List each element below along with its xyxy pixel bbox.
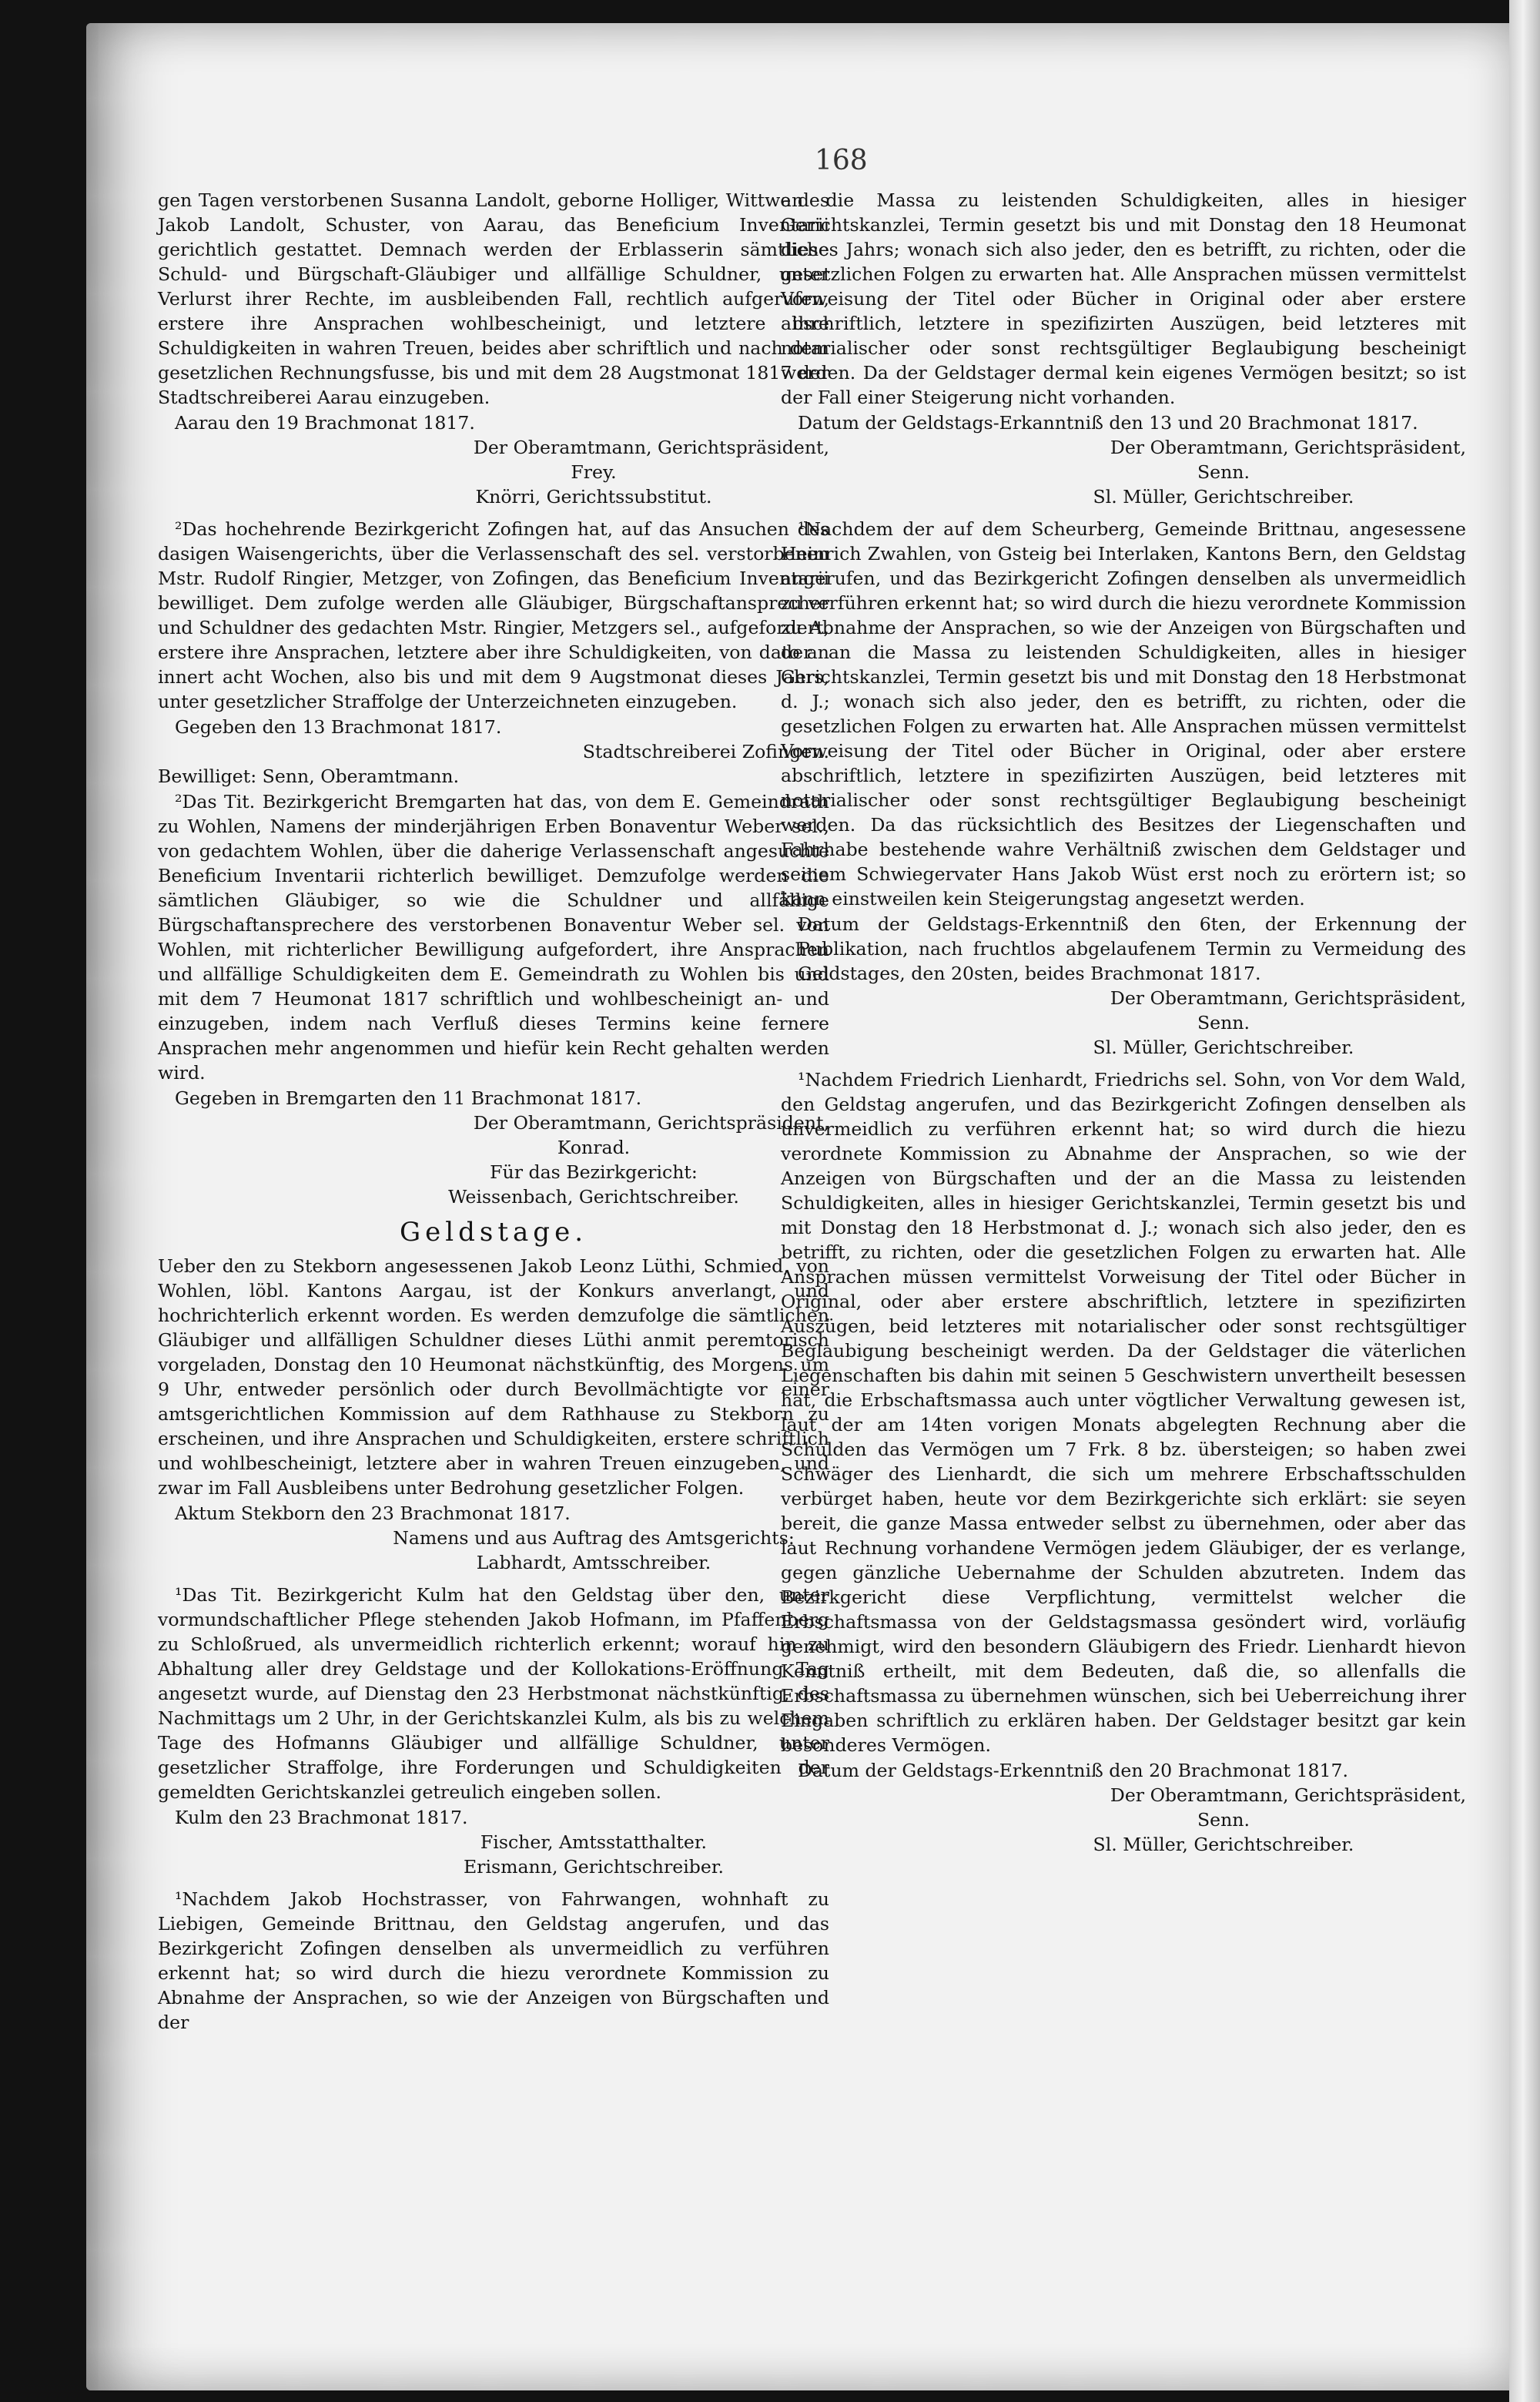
notice-body: ¹Nachdem Friedrich Lienhardt, Friedrichs sel. Sohn, von Vor dem Wald, den Geldstag angerufen, und das Bezirkgericht Zofingen denselben als unvermeidlich zu verführen erkennt hat; so wird durch die hiezu verordnete Kommission zu Abnahme der Ansprachen, so wie der Anzeigen von Bürgschaften und der an die Massa zu leistenden Schuldigkeiten, alles in hiesiger Gerichtskanzlei, Termin gesetzt bis und mit Donstag den 18 Herbstmonat d. J.; wonach sich also jeder, den es betrifft, zu richten, oder die gesetzlichen Folgen zu erwarten hat. Alle Ansprachen müssen vermittelst Vorweisung der Titel oder Bücher in Original, oder aber erstere abschriftlich, letztere in spezifizirten Auszügen, beid letzteres mit notarialischer oder sonst rechtsgültiger Beglaubigung bescheinigt werden. Da der Geldstager die väterlichen Liegenschaften bis dahin mit seinen 5 Geschwistern unvertheilt besessen hat, die Erbschaftsmassa auch unter vögtlicher Verwaltung gewesen ist, laut der am 14ten vorigen Monats abgelegten Rechnung aber die Schulden das Vermögen um 7 Frk. 8 bz. übersteigen; so haben zwei Schwäger des Lienhardt, die sich um mehrere Erbschaftsschulden verbürget haben, heute vor dem Bezirkgerichte sich erklärt: sie seyen bereit, die ganze Massa entweder selbst zu übernehmen, oder aber das laut Rechnung vorhandene Vermögen jedem Gläubiger, der es verlange, gegen gänzliche Uebernahme der Schulden abzutreten. Indem das Bezirkgericht diese Verpflichtung, vermittelst welcher die Erbschaftsmassa von der Geldstagsmassa gesöndert wird, vorläufig genehmigt, wird den besondern Gläubigern des Friedr. Lienhardt hievon Kenntniß ertheilt, mit dem Bedeuten, daß die, so allenfalls die Erbschaftsmassa zu übernehmen wünschen, sich bei Ueberreichung ihrer Eingaben schriftlich zu erklären haben. Der Geldstager besitzt gar kein besonderes Vermögen. (781, 1069, 1466, 1756)
notice-body: an die Massa zu leistenden Schuldigkeiten, alles in hiesiger Gerichtskanzlei, Termin gesetzt bis und mit Donstag den 18 Heumonat dieses Jahrs; wonach sich also jeder, den es betrifft, zu richten, oder die gesetzlichen Folgen zu erwarten hat. Alle Ansprachen müssen vermittelst Vorweisung der Titel oder Bücher in Original oder aber erstere abschriftlich, letztere in spezifizirten Auszügen, beid letzteres mit notarialischer oder sonst rechtsgültiger Beglaubigung bescheinigt werden. Da der Geldstager dermal kein eigenes Vermögen besitzt; so ist der Fall einer Steigerung nicht vorhanden. (781, 189, 1466, 408)
notice-signature: Knörri, Gerichtssubstitut. (475, 486, 712, 508)
notice-zwahlen (781, 517, 1466, 1060)
notice-body: ¹Das Tit. Bezirkgericht Kulm hat den Geldstag über den, unter vormundschaftlicher Pflege stehenden Jakob Hofmann, im Pfaffenberg zu Schloßrued, als unvermeidlich richterlich erkennt; worauf hin zu Abhaltung aller drey Geldstage und der Kollokations-Eröffnung Tag angesetzt wurde, auf Dienstag den 23 Herbstmonat nächstkünftig, des Nachmittags um 2 Uhr, in der Gerichtskanzlei Kulm, als bis zu welchem Tage des Hofmanns Gläubiger und allfällige Schuldner, unter gesetzlicher Straffolge, ihre Forderungen und Schuldigkeiten der gemeldten Gerichtskanzlei getreulich eingeben sollen. (158, 1584, 829, 1803)
notice-signature: Sl. Müller, Gerichtschreiber. (1093, 1834, 1354, 1855)
notice-hofmann (158, 1583, 829, 1879)
notice-signature: Der Oberamtmann, Gerichtspräsident, (473, 1112, 829, 1134)
notice-luethi (158, 1254, 829, 1575)
notice-signature: Der Oberamtmann, Gerichtspräsident, (1110, 437, 1466, 458)
notice-weber (158, 789, 829, 1209)
notice-date: Gegeben den 13 Brachmonat 1817. (175, 716, 502, 738)
next-page-edge (1509, 0, 1540, 2402)
notice-signature: Erismann, Gerichtschreiber. (463, 1856, 725, 1878)
notice-signature: Senn. (1197, 1809, 1250, 1831)
notice-signature: Senn. (1197, 461, 1250, 483)
notice-signature: Der Oberamtmann, Gerichtspräsident, (1110, 987, 1466, 1009)
notice-lienhardt (781, 1067, 1466, 1857)
notice-body: ¹Nachdem Jakob Hochstrasser, von Fahrwangen, wohnhaft zu Liebigen, Gemeinde Brittnau, den Geldstag angerufen, und das Bezirkgericht Zofingen denselben als unvermeidlich zu verführen erkennt hat; so wird durch die hiezu verordnete Kommission zu Abnahme der Ansprachen, so wie der Anzeigen von Bürgschaften und der (158, 1888, 829, 2033)
section-heading: Geldstage. (400, 1217, 588, 1248)
notice-signature: Konrad. (557, 1137, 631, 1158)
notice-signature: Weissenbach, Gerichtschreiber. (448, 1186, 739, 1208)
notice-signature: Namens und aus Auftrag des Amtsgerichts: (393, 1527, 795, 1549)
notice-date: Datum der Geldstags-Erkanntniß den 13 und 20 Brachmonat 1817. (798, 412, 1418, 434)
left-column (158, 188, 829, 2035)
notice-signature: Stadtschreiberei Zofingen. (582, 741, 829, 762)
notice-date: Aarau den 19 Brachmonat 1817. (175, 412, 475, 434)
notice-date: Datum der Geldstags-Erkenntniß den 6ten, der Erkennung der Publikation, nach fruchtlos abgelaufenem Termin zu Vermeidung des Geldstages, den 20sten, beides Brachmonat 1817. (798, 913, 1466, 984)
notice-signature: Sl. Müller, Gerichtschreiber. (1093, 1037, 1354, 1058)
notice-body: ¹Nachdem der auf dem Scheurberg, Gemeinde Brittnau, angesessene Heinrich Zwahlen, von Gsteig bei Interlaken, Kantons Bern, den Geldstag angerufen, und das Bezirkgericht Zofingen denselben als unvermeidlich zu verführen erkennt hat; so wird durch die hiezu verordnete Kommission zu Abnahme der Ansprachen, so wie der Anzeigen von Bürgschaften und der an die Massa zu leistenden Schuldigkeiten, alles in hiesiger Gerichtskanzlei, Termin gesetzt bis und mit Donstag den 18 Herbstmonat d. J.; wonach sich also jeder, den es betrifft, zu richten, oder die gesetzlichen Folgen zu erwarten hat. Alle Ansprachen müssen vermittelst Vorweisung der Titel oder Bücher in Original, oder aber erstere abschriftlich, letztere in spezifizirten Auszügen, beid letzteres mit notarialischer oder sonst rechtsgültiger Beglaubigung bescheinigt werden. Da das rücksichtlich des Besitzes der Liegenschaften und Fahrhabe bestehende wahre Verhältniß zwischen dem Geldstager und seinem Schwiegervater Hans Jakob Wüst erst noch zu erörtern ist; so kann einstweilen kein Steigerungstag angesetzt werden. (781, 518, 1466, 910)
notice-date: Datum der Geldstags-Erkenntniß den 20 Brachmonat 1817. (798, 1760, 1349, 1781)
notice-hochstrasser-continued (781, 188, 1466, 509)
notice-landolt (158, 188, 829, 509)
notice-body: ²Das hochehrende Bezirkgericht Zofingen hat, auf das Ansuchen des dasigen Waisengerichts, über die Verlassenschaft des sel. verstorbenen Mstr. Rudolf Ringier, Metzger, von Zofingen, das Beneficium Inventarii bewilliget. Dem zufolge werden alle Gläubiger, Bürgschaftansprecher und Schuldner des gedachten Mstr. Ringier, Metzgers sel., aufgefordert, erstere ihre Ansprachen, letztere aber ihre Schuldigkeiten, von dato an innert acht Wochen, also bis und mit dem 9 Augstmonat dieses Jahrs, unter gesetzlicher Straffolge der Unterzeichneten einzugeben. (158, 518, 829, 712)
notice-signature: Sl. Müller, Gerichtschreiber. (1093, 486, 1354, 508)
notice-signature: Labhardt, Amtsschreiber. (476, 1552, 711, 1573)
notice-signature: Für das Bezirkgericht: (490, 1161, 698, 1183)
notice-ringier (158, 517, 829, 789)
right-column (781, 188, 1466, 1857)
notice-signature: Fischer, Amtsstatthalter. (480, 1831, 708, 1853)
notice-body: ²Das Tit. Bezirkgericht Bremgarten hat das, von dem E. Gemeindrath zu Wohlen, Namens der minderjährigen Erben Bonaventur Weber sel., von gedachtem Wohlen, über die daherige Verlassenschaft angesuchte Beneficium Inventarii richterlich bewilliget. Demzufolge werden die sämtlichen Gläubiger, so wie die Schuldner und allfällige Bürgschaftansprechere des verstorbenen Bonaventur Weber sel. von Wohlen, mit richterlicher Bewilligung aufgefordert, ihre Ansprachen und allfällige Schuldigkeiten dem E. Gemeindrath zu Wohlen bis und mit dem 7 Heumonat 1817 schriftlich und wohlbescheinigt an- und einzugeben, indem nach Verfluß dieses Termins keine fernere Ansprachen mehr angenommen und hiefür kein Recht gehalten werden wird. (158, 791, 829, 1084)
notice-body: Ueber den zu Stekborn angesessenen Jakob Leonz Lüthi, Schmied, von Wohlen, löbl. Kantons Aargau, ist der Konkurs anverlangt, und hochrichterlich erkennt worden. Es werden demzufolge die sämtlichen Gläubiger und allfälligen Schuldner dieses Lüthi anmit peremtorisch vorgeladen, Donstag den 10 Heumonat nächstkünftig, des Morgens um 9 Uhr, entweder persönlich oder durch Bevollmächtigte vor einer amtsgerichtlichen Kommission auf dem Rathhause zu Stekborn zu erscheinen, und ihre Ansprachen und Schuldigkeiten, erstere schriftlich und wohlbescheinigt, letztere aber in wahren Treuen einzugeben, und zwar im Fall Ausbleibens unter Bedrohung gesetzlicher Folgen. (158, 1255, 829, 1499)
notice-body: gen Tagen verstorbenen Susanna Landolt, geborne Holliger, Wittwe des Jakob Landolt, Schuster, von Aarau, das Beneficium Inventarii gerichtlich gestattet. Demnach werden der Erblasserin sämtliche Schuld- und Bürgschaft-Gläubiger und allfällige Schuldner, unter Verlurst ihrer Rechte, im ausbleibenden Fall, rechtlich aufgerufen, erstere ihre Ansprachen wohlbescheinigt, und letztere ihre Schuldigkeiten in wahren Treuen, beides aber schriftlich und nach dem gesetzlichen Rechnungsfusse, bis und mit dem 28 Augstmonat 1817 der Stadtschreiberei Aarau einzugeben. (158, 189, 829, 408)
notice-signature: Frey. (571, 461, 617, 483)
notice-date: Kulm den 23 Brachmonat 1817. (175, 1807, 468, 1828)
page-number: 168 (815, 145, 868, 176)
notice-hochstrasser (158, 1887, 829, 2035)
notice-date: Gegeben in Bremgarten den 11 Brachmonat 1817. (175, 1087, 642, 1109)
notice-signature: Senn. (1197, 1012, 1250, 1033)
notice-signature: Der Oberamtmann, Gerichtspräsident, (473, 437, 829, 458)
notice-date: Aktum Stekborn den 23 Brachmonat 1817. (175, 1503, 571, 1524)
notice-signature: Der Oberamtmann, Gerichtspräsident, (1110, 1784, 1466, 1806)
notice-approval: Bewilliget: Senn, Oberamtmann. (158, 765, 460, 787)
